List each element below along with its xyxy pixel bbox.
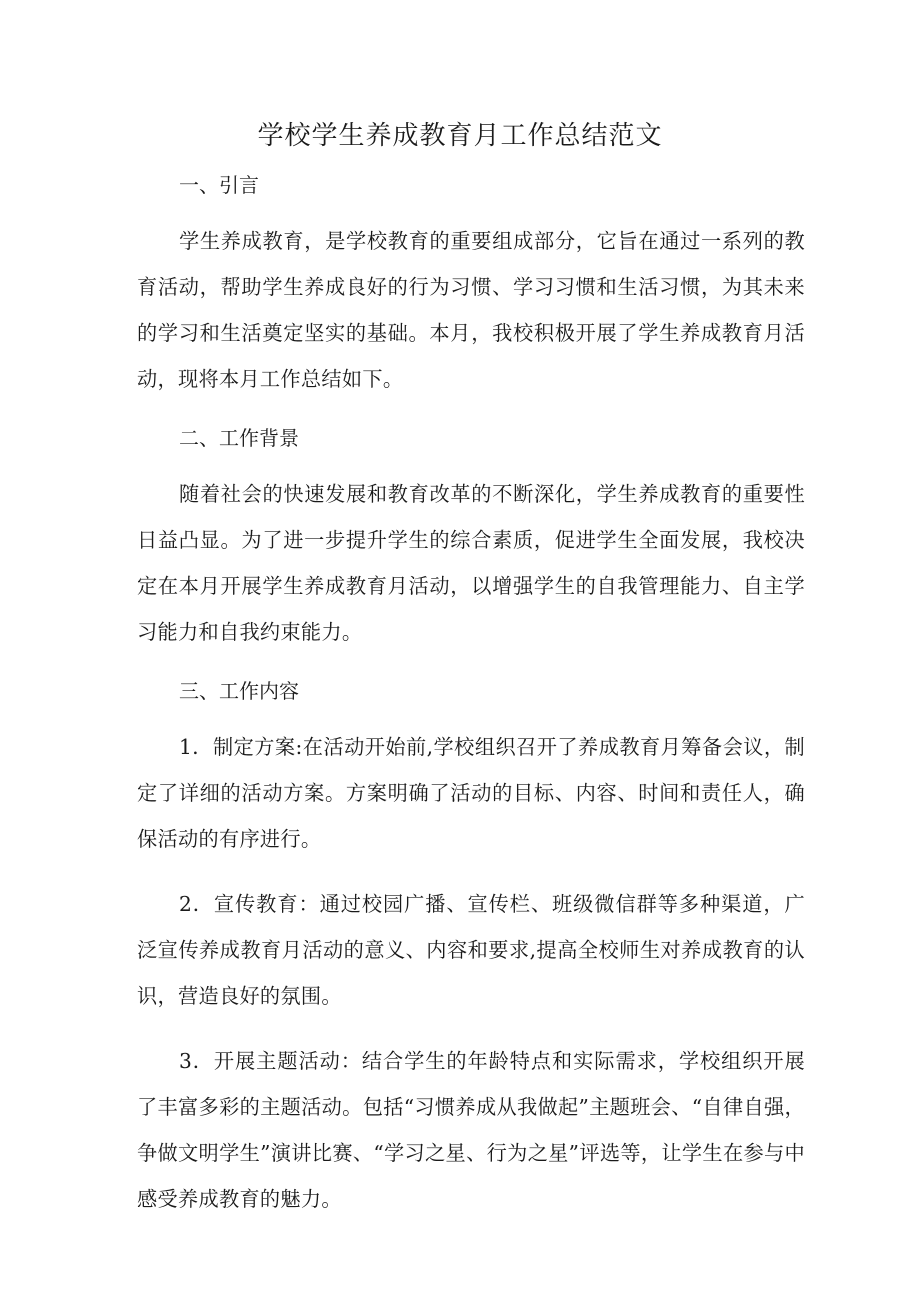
paragraph-introduction: 学生养成教育，是学校教育的重要组成部分，它旨在通过一系列的教育活动，帮助学生养成良好的行为习惯、学习习惯和生活习惯，为其未来的学习和生活奠定坚实的基础。本月，我校积极开展了学生养成教育月活动，现将本月工作总结如下。 — [137, 229, 805, 391]
paragraph-background: 随着社会的快速发展和教育改革的不断深化，学生养成教育的重要性日益凸显。为了进一步提升学生的综合素质，促进学生全面发展，我校决定在本月开展学生养成教育月活动，以增强学生的自我管理能力、自主学习能力和自我约束能力。 — [137, 482, 805, 644]
paragraph-publicity: 2．宣传教育：通过校园广播、宣传栏、班级微信群等多种渠道，广泛宣传养成教育月活动的意义、内容和要求,提高全校师生对养成教育的认识，营造良好的氛围。 — [137, 892, 805, 1008]
paragraph-plan: 1．制定方案:在活动开始前,学校组织召开了养成教育月筹备会议，制定了详细的活动方案。方案明确了活动的目标、内容、时间和责任人，确保活动的有序进行。 — [137, 735, 805, 851]
document-body — [137, 168, 805, 1241]
section-heading-work-content: 三、工作内容 — [179, 679, 299, 703]
paragraph-theme-activities: 3．开展主题活动：结合学生的年龄特点和实际需求，学校组织开展了丰富多彩的主题活动。包括“习惯养成从我做起”主题班会、“自律自强，争做文明学生”演讲比赛、“学习之星、行为之星”评选等，让学生在参与中感受养成教育的魅力。 — [137, 1049, 805, 1211]
section-heading-introduction: 一、引言 — [179, 173, 259, 197]
document-title: 学校学生养成教育月工作总结范文 — [257, 121, 663, 151]
section-heading-background: 二、工作背景 — [179, 426, 299, 450]
